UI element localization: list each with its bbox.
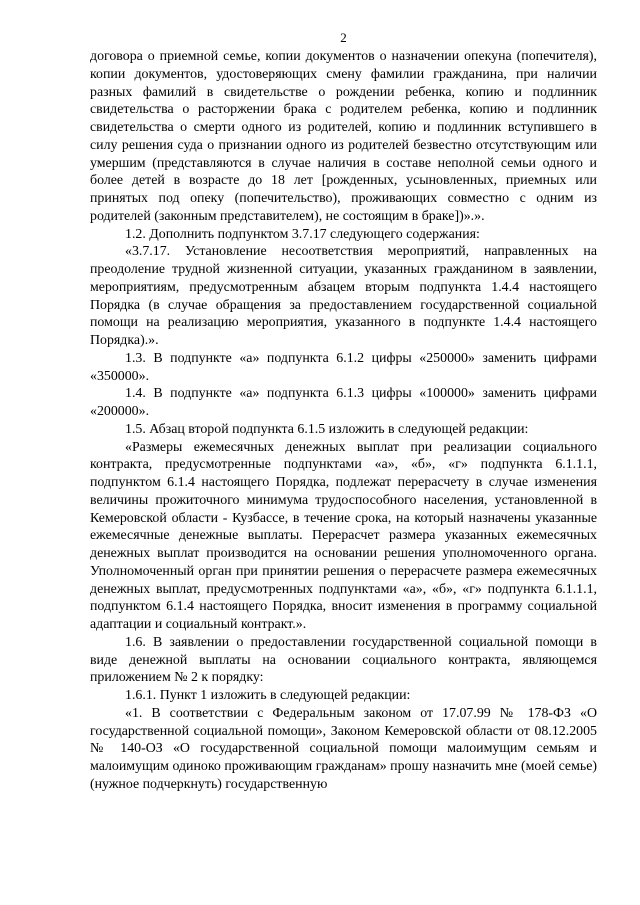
- paragraph-quoted-point-1: «1. В соответствии с Федеральным законом от 17.07.99 № 178-ФЗ «О государственной социальной помощи», Законом Кемеровской области от 08.12.2005 № 140-ОЗ «О государственной социальной помощи малоимущим семьям и малоимущим одиноко проживающим гражданам» прошу назначить мне (моей семье) (нужное подчеркнуть) государственную: [90, 705, 597, 792]
- paragraph-item-1-6: 1.6. В заявлении о предоставлении государственной социальной помощи в виде денежной выплаты на основании социального контракта, являющемся приложением № 2 к порядку:: [90, 634, 597, 686]
- document-body: [90, 48, 597, 794]
- paragraph-item-1-3: 1.3. В подпункте «а» подпункта 6.1.2 цифры «250000» заменить цифрами «350000».: [90, 350, 597, 384]
- paragraph-subitem-3-7-17: «3.7.17. Установление несоответствия мероприятий, направленных на преодоление трудной жизненной ситуации, указанных гражданином в заявлении, мероприятиям, предусмотренным абзацем вторым подпункта 1.4.4 настоящего Порядка (в случае обращения за предоставлением государственной социальной помощи на реализацию мероприятия, указанного в подпункте 1.4.4 настоящего Порядка).».: [90, 244, 597, 348]
- paragraph-item-1-6-1: 1.6.1. Пункт 1 изложить в следующей редакции:: [125, 688, 411, 703]
- paragraph-item-1-5: 1.5. Абзац второй подпункта 6.1.5 изложить в следующей редакции:: [125, 421, 529, 437]
- page-number: 2: [340, 30, 347, 45]
- paragraph-item-1-4: 1.4. В подпункте «а» подпункта 6.1.3 цифры «100000» заменить цифрами «200000».: [90, 386, 597, 419]
- paragraph-item-1-2: 1.2. Дополнить подпунктом 3.7.17 следующего содержания:: [125, 226, 480, 242]
- paragraph-continuation: договора о приемной семье, копии документов о назначении опекуна (попечителя), копии документов, удостоверяющих смену фамилии гражданина, при наличии разных фамилий в свидетельстве о рождении ребенка, копию и подлинник свидетельства о расторжении брака с родителем ребенка, копию и подлинник свидетельства о смерти одного из родителей, копию и подлинник вступившего в силу решения суда о признании одного из родителей безвестно отсутствующим или умершим (представляются в случае наличия в составе неполной семьи одного и более детей в возрасте до 18 лет [рожденных, усыновленных, приемных или принятых под опеку (попечительство), проживающих совместно с одним из родителей (законным представителем), не состоящим в браке])».».: [90, 49, 597, 224]
- paragraph-quoted-6-1-5: «Размеры ежемесячных денежных выплат при реализации социального контракта, предусмотренные подпунктами «а», «б», «г» подпункта 6.1.1.1, подпунктом 6.1.4 настоящего Порядка, подлежат перерасчету в случае изменения величины прожиточного минимума трудоспособного населения, установленной в Кемеровской области - Кузбассе, в течение срока, на который назначены указанные ежемесячные денежные выплаты. Перерасчет размера указанных ежемесячных денежных выплат производится на основании решения уполномоченного органа. Уполномоченный орган при принятии решения о перерасчете размера ежемесячных денежных выплат, предусмотренных подпунктами «а», «б», «г» подпункта 6.1.1.1, подпунктом 6.1.4 настоящего Порядка, вносит изменения в программу социальной адаптации и социальный контракт.».: [90, 439, 597, 632]
